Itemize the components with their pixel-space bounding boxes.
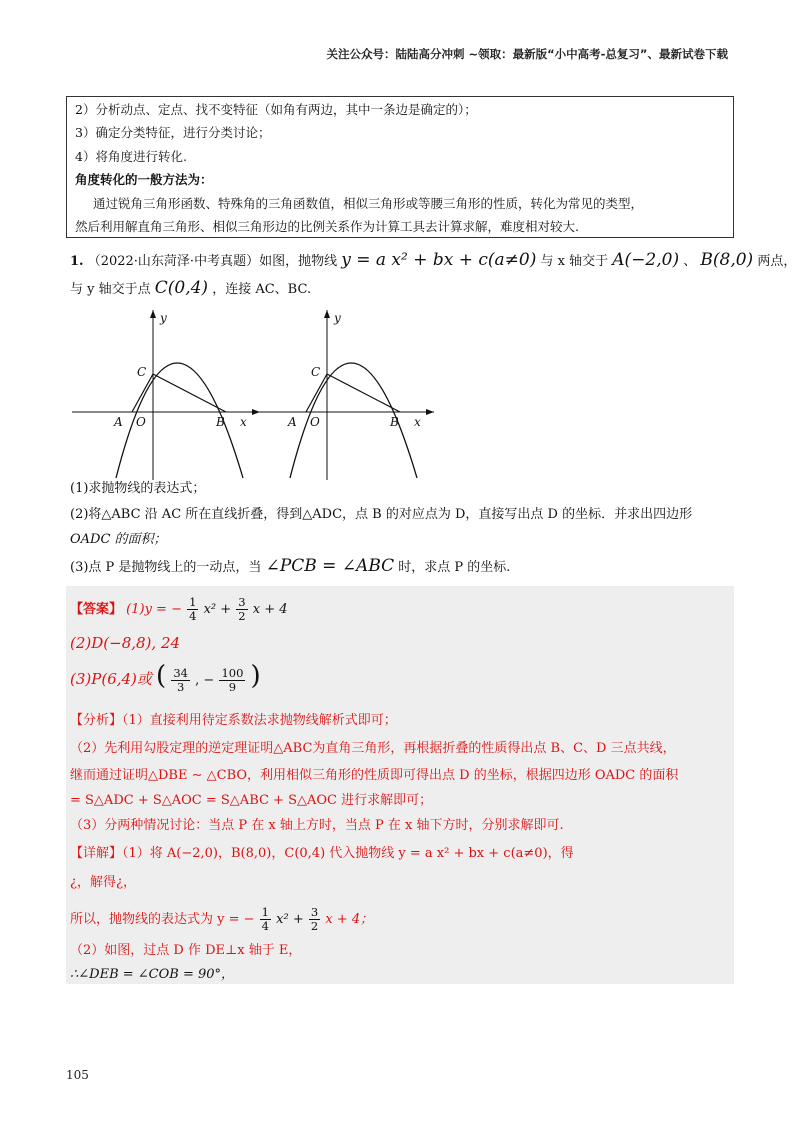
fraction-100-9 xyxy=(219,667,245,694)
detail-line-5: ∴∠DEB = ∠COB = 90°， xyxy=(70,967,235,982)
label-o: O xyxy=(310,415,320,429)
page-number: 105 xyxy=(66,1068,89,1082)
parabola-figures xyxy=(0,0,800,480)
analysis-line-4: = S△ADC + S△AOC = S△ABC + S△AOC 进行求解即可； xyxy=(70,793,433,808)
box-line-2: 2）分析动点、定点、找不变特征（如角有两边，其中一条边是确定的）； xyxy=(75,102,477,117)
box-line-6: 然后利用解直角三角形、相似三角形边的比例关系作为计算工具去计算求解，难度相对较大. xyxy=(75,219,579,234)
problem-text: 两点， xyxy=(757,254,797,269)
label-x: x xyxy=(414,415,421,429)
answer-1-text: x² + xyxy=(203,602,232,617)
fraction-34-3 xyxy=(171,667,190,694)
denominator: 4 xyxy=(189,609,197,623)
question-3 xyxy=(70,557,510,577)
answer-3-sep: , − xyxy=(195,673,215,688)
denominator: 2 xyxy=(238,609,246,623)
analysis-line-2: （2）先利用勾股定理的逆定理证明△ABC为直角三角形，再根据折叠的性质得出点 B、C、D 三点共线， xyxy=(70,741,676,756)
y-axis-arrow xyxy=(150,310,156,318)
problem-text: ，连接 AC、BC. xyxy=(212,282,312,297)
box-heading: 角度转化的一般方法为： xyxy=(75,172,213,187)
denominator: 9 xyxy=(228,680,237,694)
label-b: B xyxy=(390,415,399,429)
label-c: C xyxy=(137,365,147,379)
label-b: B xyxy=(216,415,225,429)
numerator: 1 xyxy=(261,905,269,919)
denominator: 2 xyxy=(310,919,319,933)
analysis-line-3: 继而通过证明△DBE ∼ △CBO，利用相似三角形的性质即可得出点 D 的坐标，根据四边形 OADC 的面积 xyxy=(70,768,679,783)
segment-bc xyxy=(327,374,400,412)
question-2-line-1: (2)将△ABC 沿 AC 所在直线折叠，得到△ADC，点 B 的对应点为 D，直接写出点 D 的坐标．并求出四边形 xyxy=(70,507,693,522)
detail-line-4: （2）如图，过点 D 作 DE⊥x 轴于 E， xyxy=(70,943,302,958)
answer-tag: 【答案】 xyxy=(70,602,123,617)
angle-equation: ∠PCB = ∠ABC xyxy=(265,556,395,576)
segment-bc xyxy=(153,374,226,412)
question-2-line-2: OADC 的面积； xyxy=(70,532,167,547)
fraction-1-4 xyxy=(260,906,271,933)
point-b: B(8,0) xyxy=(700,250,754,270)
label-a: A xyxy=(288,415,297,429)
problem-text: 与 x 轴交于 xyxy=(540,254,609,269)
segment-ac xyxy=(306,374,327,412)
answer-1 xyxy=(70,596,288,623)
question-1: (1)求抛物线的表达式； xyxy=(70,481,206,496)
paren-close: ) xyxy=(250,661,261,691)
analysis-line-1: 【分析】（1）直接利用待定系数法求抛物线解析式即可； xyxy=(70,713,397,728)
analysis-line-5: （3）分两种情况讨论：当点 P 在 x 轴上方时，当点 P 在 x 轴下方时，分别求解即可. xyxy=(70,818,564,833)
answer-3-text: (3)P(6,4)或 xyxy=(70,670,152,688)
answer-2: (2)D(−8,8), 24 xyxy=(70,634,181,652)
detail-3-text: 所以，抛物线的表达式为 y = − xyxy=(70,912,255,927)
figure-left xyxy=(72,310,260,480)
problem-source: （2022·山东菏泽·中考真题）如图，抛物线 xyxy=(87,254,338,269)
fraction-1-4 xyxy=(187,596,198,623)
question-text: 时，求点 P 的坐标. xyxy=(398,560,511,575)
label-y: y xyxy=(160,311,167,325)
denominator: 3 xyxy=(177,680,185,694)
paren-open: ( xyxy=(156,661,167,691)
fraction-3-2 xyxy=(309,906,320,933)
answer-1-text: (1)y = − xyxy=(126,602,182,617)
numerator: 3 xyxy=(238,595,246,609)
segment-ac xyxy=(132,374,153,412)
detail-3-text: x² + xyxy=(276,912,304,927)
numerator: 3 xyxy=(310,905,319,919)
separator: 、 xyxy=(683,254,697,269)
answer-3 xyxy=(70,661,261,694)
label-a: A xyxy=(114,415,123,429)
detail-line-3 xyxy=(70,906,373,933)
page-header: 关注公众号：陆陆高分冲刺 ~领取：最新版“小中高考-总复习”、最新试卷下载 xyxy=(326,47,728,61)
label-y: y xyxy=(334,311,341,325)
detail-line-1: 【详解】（1）将 A(−2,0)，B(8,0)，C(0,4) 代入抛物线 y = a x² + bx + c(a≠0)，得 xyxy=(70,846,574,861)
problem-number: 1. xyxy=(70,254,84,269)
answer-1-text: x + 4 xyxy=(252,602,288,617)
box-line-3: 3）确定分类特征，进行分类讨论； xyxy=(75,125,271,140)
label-o: O xyxy=(136,415,146,429)
numerator: 1 xyxy=(189,595,197,609)
point-a: A(−2,0) xyxy=(612,250,680,270)
label-c: C xyxy=(311,365,321,379)
question-text: (3)点 P 是抛物线上的一动点，当 xyxy=(70,560,262,575)
fraction-3-2 xyxy=(236,596,247,623)
denominator: 4 xyxy=(261,919,269,933)
detail-line-2: ¿，解得¿， xyxy=(70,875,136,890)
box-line-5: 通过锐角三角形函数、特殊角的三角函数值，相似三角形或等腰三角形的性质，转化为常见的类型， xyxy=(93,196,644,211)
problem-text: 与 y 轴交于点 xyxy=(70,282,151,297)
figure-right xyxy=(246,310,434,480)
numerator: 34 xyxy=(173,666,188,680)
numerator: 100 xyxy=(221,666,244,680)
problem-equation: y = a x² + bx + c(a≠0) xyxy=(341,250,537,270)
label-x: x xyxy=(240,415,247,429)
detail-3-text: x + 4； xyxy=(325,912,374,927)
point-c: C(0,4) xyxy=(154,278,209,298)
x-axis-arrow xyxy=(426,409,434,415)
box-line-4: 4）将角度进行转化. xyxy=(75,149,187,164)
y-axis-arrow xyxy=(324,310,330,318)
